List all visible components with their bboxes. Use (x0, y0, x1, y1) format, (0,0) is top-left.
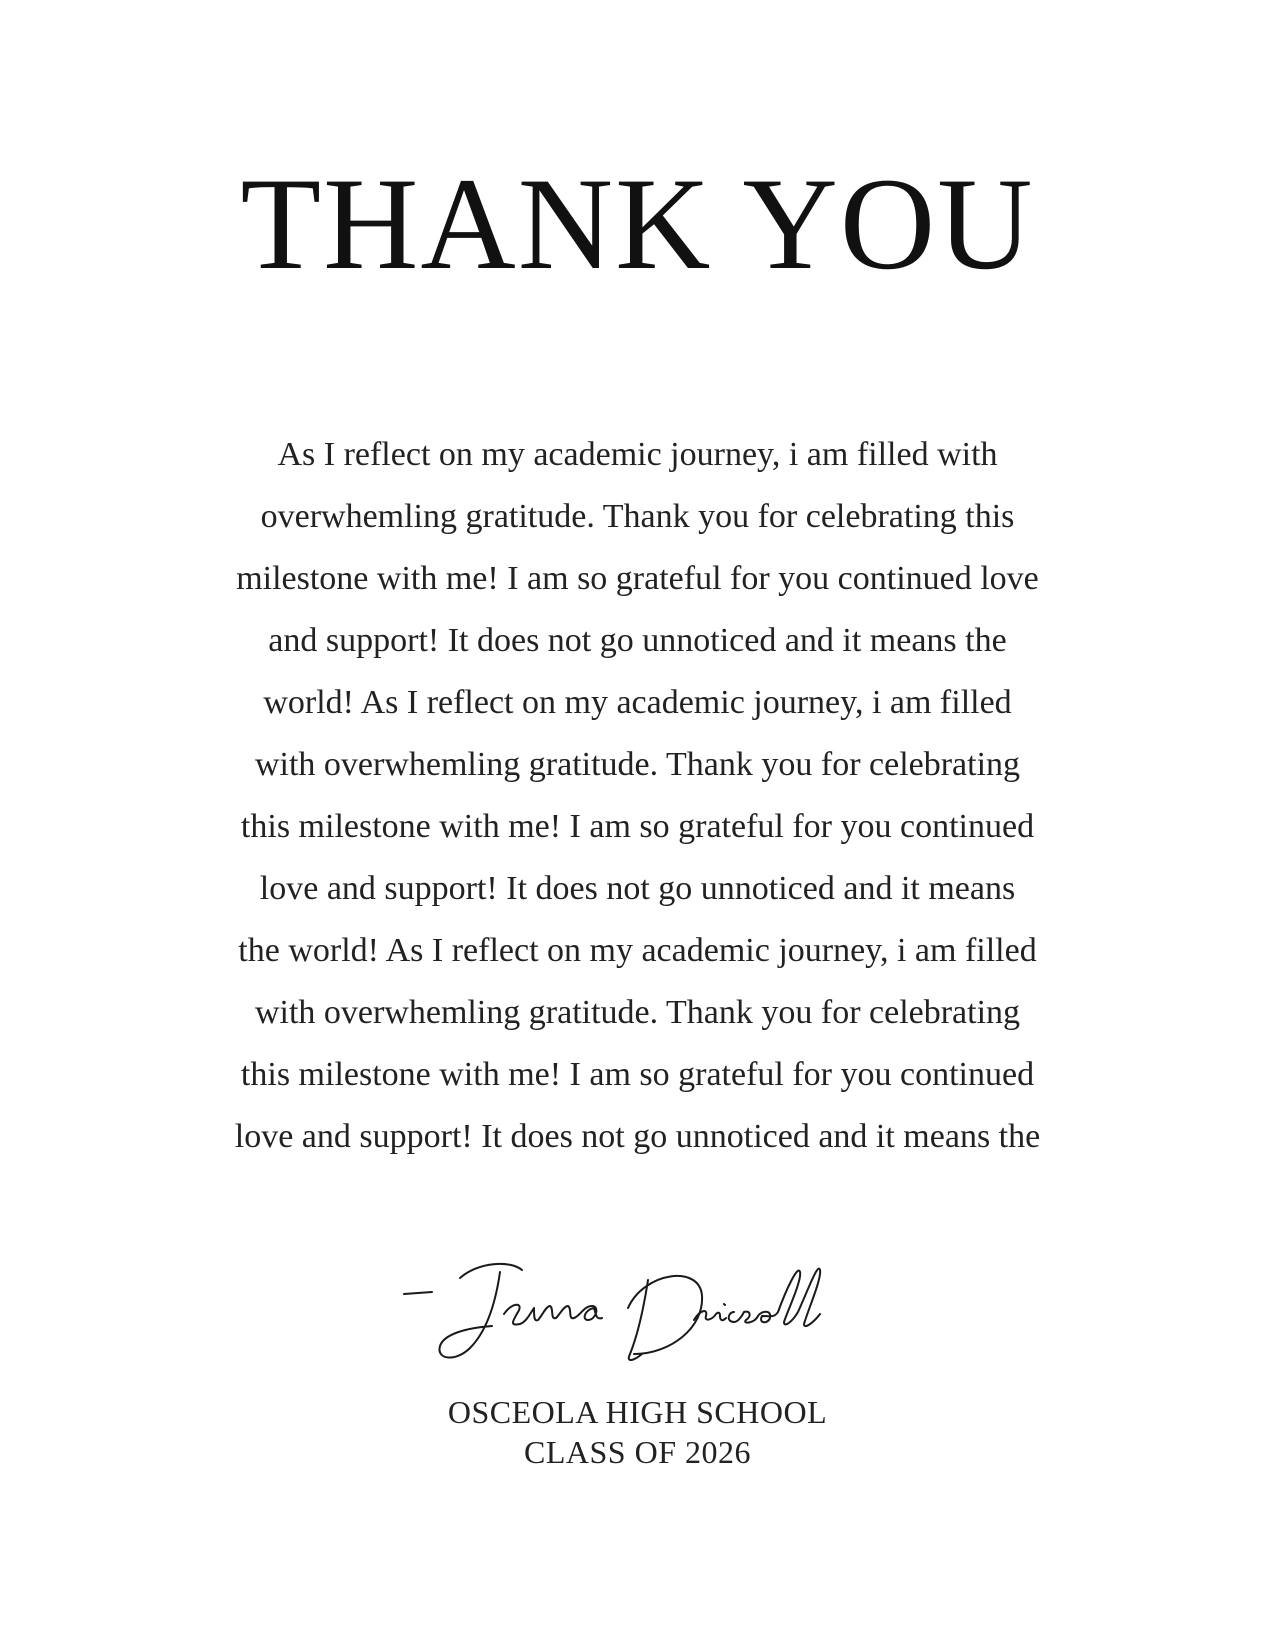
message-line: and support! It does not go unnoticed and it means the (268, 622, 1007, 659)
message-body (190, 424, 1085, 1168)
message-line: world! As I reflect on my academic journey, i am filled (263, 684, 1012, 721)
message-line: love and support! It does not go unnoticed and it means (259, 870, 1016, 907)
message-line: the world! As I reflect on my academic journey, i am filled (238, 932, 1037, 969)
message-line: overwhemling gratitude. Thank you for celebrating this (260, 498, 1015, 535)
school-name: OSCEOLA HIGH SCHOOL (447, 1394, 828, 1430)
message-line: love and support! It does not go unnoticed and it means the (234, 1118, 1041, 1155)
handwritten-signature (400, 1250, 900, 1390)
class-year: CLASS OF 2026 (524, 1434, 751, 1470)
message-line: with overwhemling gratitude. Thank you for celebrating (254, 994, 1021, 1031)
message-line: with overwhemling gratitude. Thank you for celebrating (254, 746, 1021, 783)
signature-drawing (400, 1250, 900, 1390)
message-line: this milestone with me! I am so grateful for you continued (240, 808, 1035, 845)
message-line: this milestone with me! I am so grateful for you continued (240, 1056, 1035, 1093)
message-line: As I reflect on my academic journey, i am filled with (277, 436, 998, 473)
message-line: milestone with me! I am so grateful for you continued love (236, 560, 1039, 597)
school-info (0, 1392, 1275, 1472)
page-title: THANK YOU (240, 150, 1035, 297)
